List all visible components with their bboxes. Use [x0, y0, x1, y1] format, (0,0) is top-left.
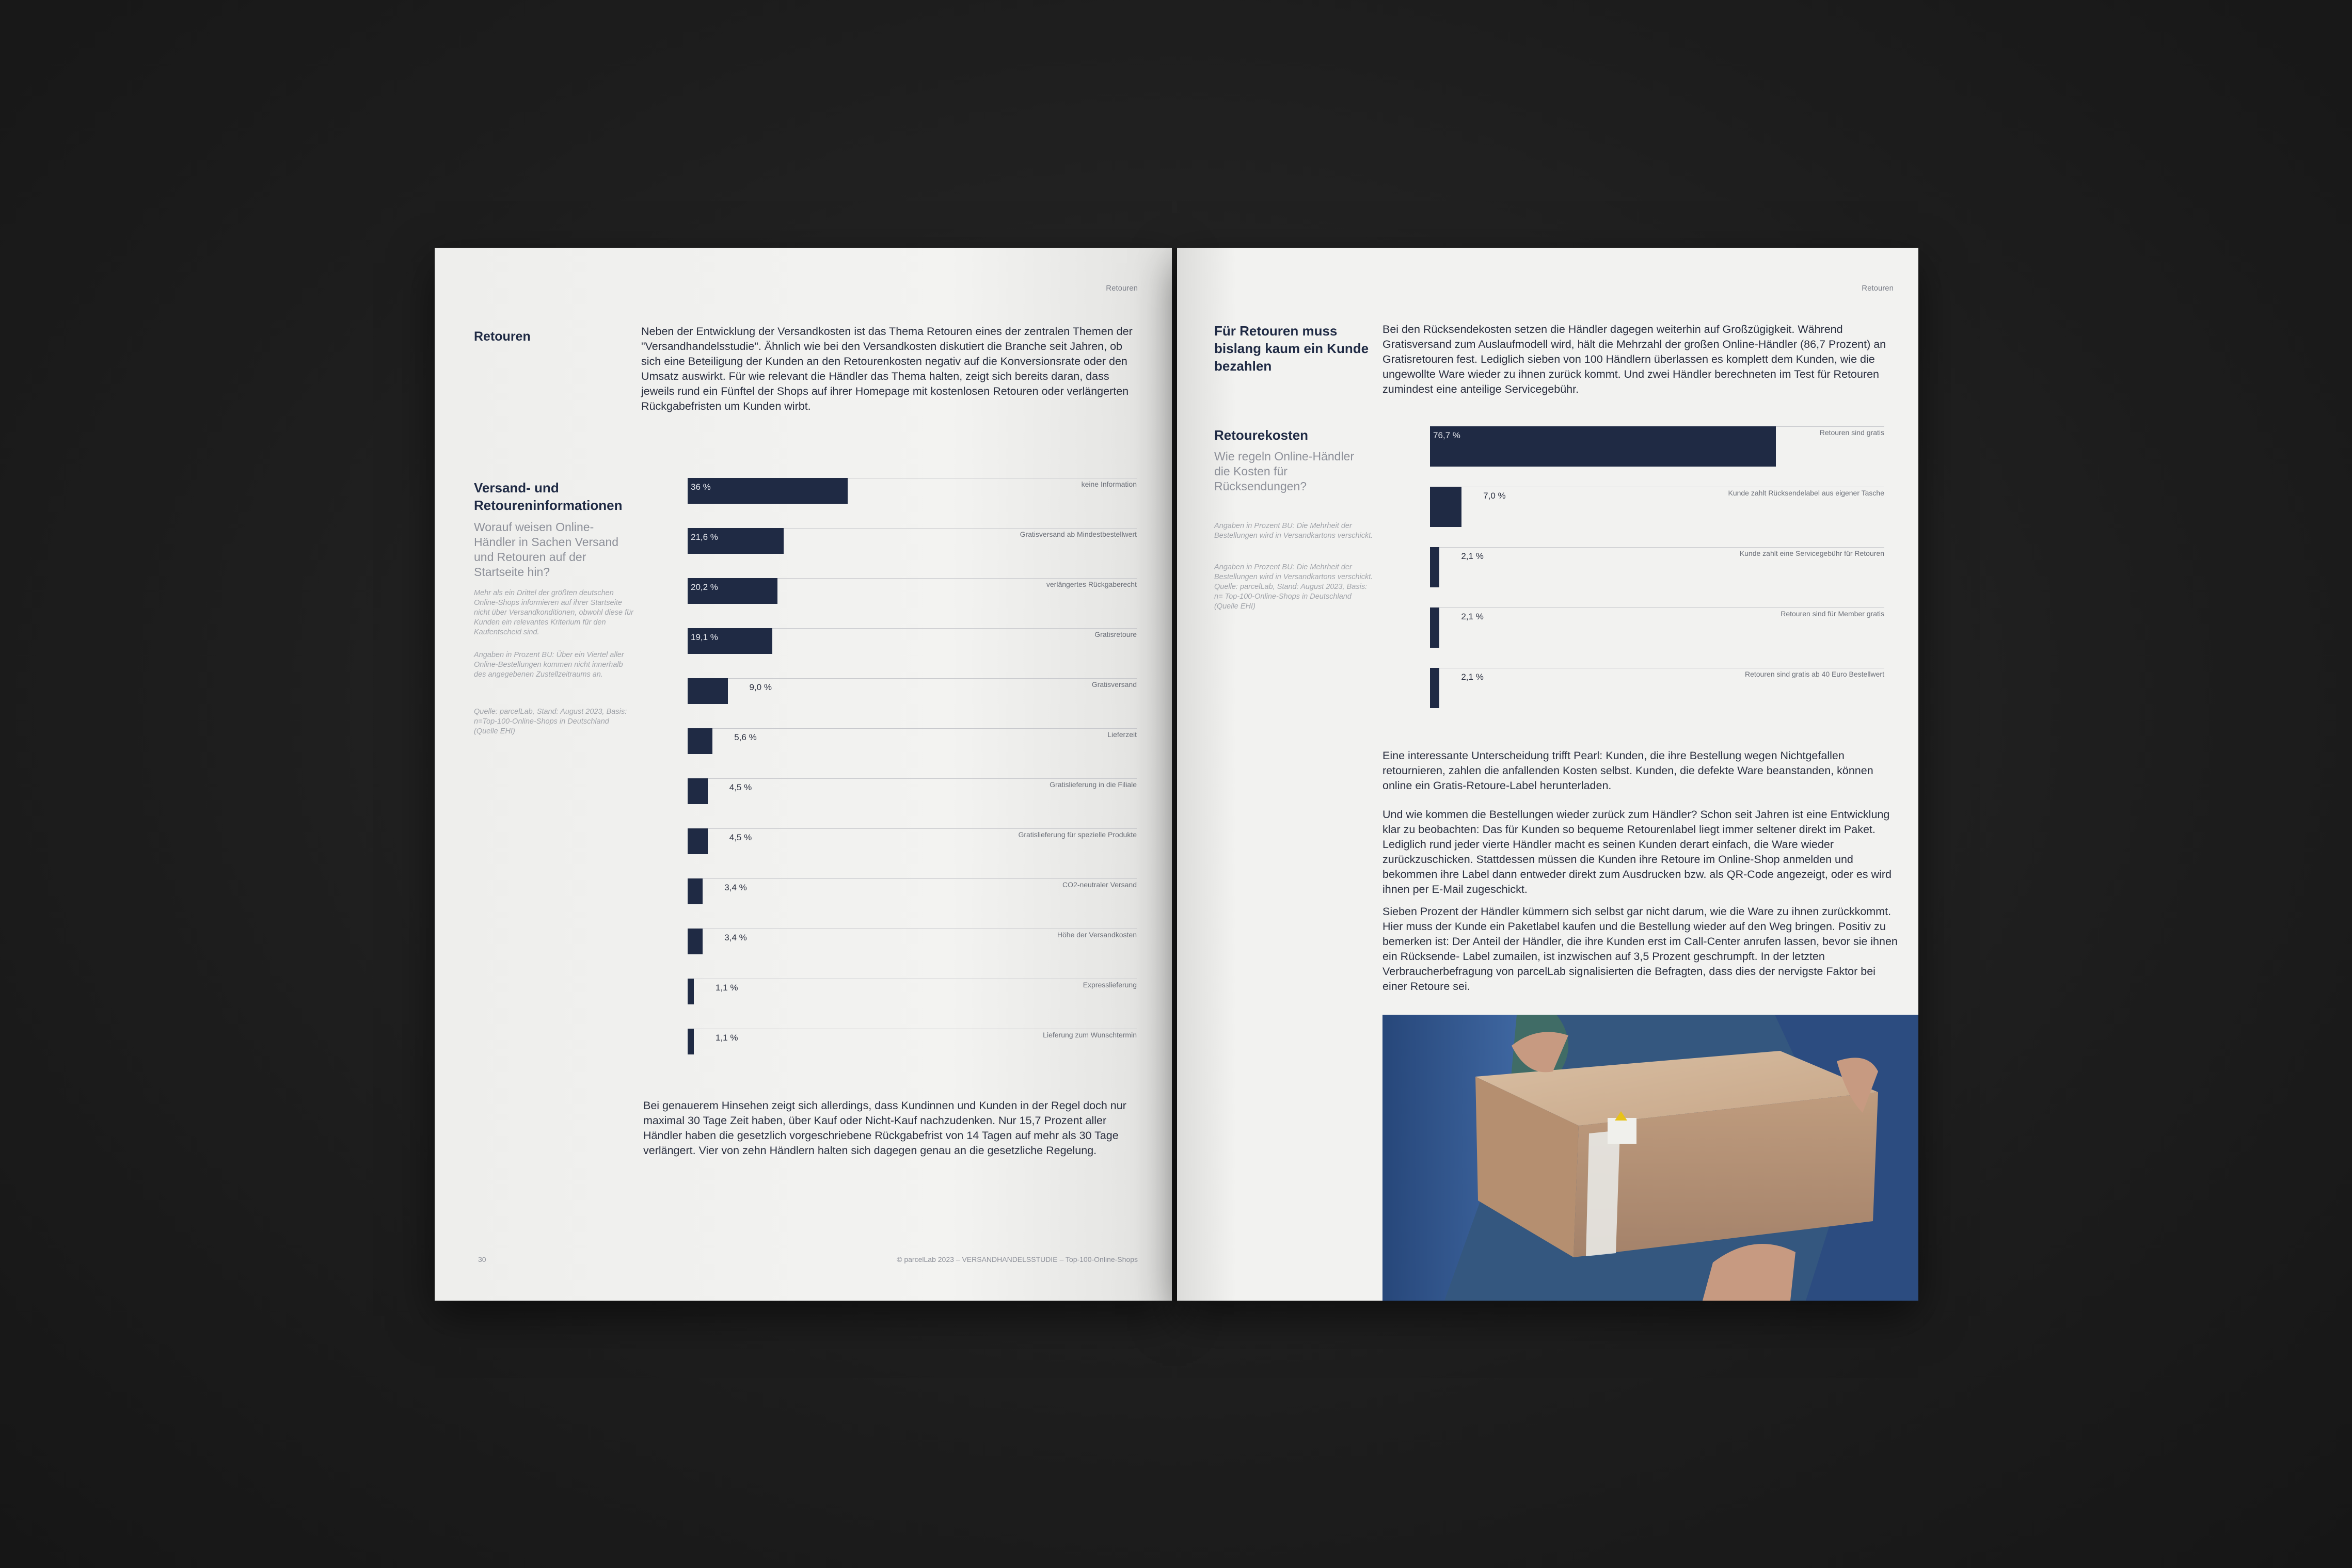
- bar-value-label: 5,6 %: [734, 732, 757, 742]
- right-page: [1177, 248, 1918, 1301]
- right-header-tag: Retouren: [1862, 284, 1894, 293]
- bar-value-label: 2,1 %: [1461, 551, 1484, 561]
- bar-value-label: 19,1 %: [691, 632, 718, 642]
- bar: [1430, 487, 1461, 527]
- bar-category-label: Gratisretoure: [1094, 630, 1137, 638]
- chart1-question: Worauf weisen Online-Händler in Sachen Versand und Retouren auf der Startseite hin?: [474, 520, 619, 579]
- chart2-note-1: Angaben in Prozent BU: Die Mehrheit der Bestellungen wird in Versandkartons verschickt.: [1214, 522, 1373, 540]
- bar-category-label: Gratisversand: [1091, 680, 1137, 689]
- bar: [688, 828, 708, 854]
- right-paragraph-2: Und wie kommen die Bestellungen wieder zurück zum Händler? Schon seit Jahren ist eine Entwicklung klar zu beobachten: Das für Kunden so bequeme Retourenlabel liegt immer seltener direkt im Paket. Lediglich rund jeder vierte Händler macht es seinen Kunden derart einfach, die Ware wieder zurückzuschicken. Stattdessen müssen die Kunden ihre Retoure im Online-Shop anmelden und bekommen ihre Label dann entweder direkt zum Ausdrucken bzw. als QR-Code angezeigt, oder es wird ihnen per E-Mail zugeschickt.: [1382, 808, 1892, 895]
- bar-value-label: 4,5 %: [729, 782, 752, 792]
- bar-value-label: 9,0 %: [749, 682, 772, 692]
- bar-value-label: 21,6 %: [691, 532, 718, 542]
- photo-parcel-handover: [1382, 1015, 1918, 1301]
- bar-value-label: 4,5 %: [729, 833, 752, 842]
- left-closing-text: Bei genauerem Hinsehen zeigt sich allerdings, dass Kundinnen und Kunden in der Regel doch nur maximal 30 Tage Zeit haben, über Kauf oder Nicht-Kauf nachzudenken. Nur 15,7 Prozent aller Händler haben die gesetzlich vorgeschriebene Rückgabefrist von 14 Tagen auf mehr als 30 Tage verlängert. Vier von zehn Händlern halten sich dagegen genau an die gesetzliche Regelung.: [643, 1099, 1126, 1157]
- parcel-handover-illustration: [1382, 1015, 1918, 1301]
- bar-category-label: Gratislieferung für spezielle Produkte: [1018, 830, 1137, 839]
- bar-category-label: Gratisversand ab Mindestbestellwert: [1020, 530, 1137, 538]
- bar-value-label: 2,1 %: [1461, 612, 1484, 621]
- left-intro: Neben der Entwicklung der Versandkosten ist das Thema Retouren eines der zentralen Themen der "Versandhandelsstudie". Ähnlich wie bei den Versandkosten diskutiert die Branche seit Jahren, ob sich eine Beteiligung der Kunden an den Retourenkosten negativ auf die Konversionsrate oder den Umsatz auswirkt. Für wie relevant die Händler das Thema halten, zeigt sich bereits daran, dass jeweils rund ein Fünftel der Shops auf ihrer Homepage mit kostenlosen Retouren oder verlängerten Rückgabefristen um Kunden wirbt.: [641, 325, 1133, 412]
- bar: [688, 678, 728, 704]
- right-paragraph-1: Eine interessante Unterscheidung trifft Pearl: Kunden, die ihre Bestellung wegen Nichtgefallen retournieren, zahlen die anfallenden Kosten selbst. Kunden, die defekte Ware beanstanden, können online ein Gratis-Retoure-Label herunterladen.: [1382, 749, 1873, 792]
- bar-category-label: Retouren sind für Member gratis: [1781, 610, 1884, 618]
- chart2-note-2: Angaben in Prozent BU: Die Mehrheit der Bestellungen wird in Versandkartons verschickt. Quelle: parcelLab, Stand: August 2023, Basis: n= Top-100-Online-Shops in Deutschland (Quelle EHI): [1214, 563, 1373, 611]
- bar-category-label: Höhe der Versandkosten: [1057, 931, 1137, 939]
- bar: [688, 1029, 694, 1054]
- bar-gridline: [688, 728, 1137, 729]
- chart1-note-1: Mehr als ein Drittel der größten deutschen Online-Shops informieren auf ihrer Startseite nicht über Versandkonditionen, obwohl diese für Kunden ein relevantes Kriterium für den Kaufentscheid sind.: [474, 589, 633, 636]
- bar-category-label: CO2-neutraler Versand: [1062, 881, 1137, 889]
- bar: [688, 929, 703, 954]
- bar-category-label: Retouren sind gratis: [1819, 428, 1884, 437]
- bar: [688, 728, 712, 754]
- left-page: [435, 248, 1172, 1301]
- bar: [1430, 668, 1439, 708]
- bar-category-label: Expresslieferung: [1083, 981, 1137, 989]
- bar-gridline: [688, 878, 1137, 879]
- bar-value-label: 76,7 %: [1433, 430, 1460, 440]
- bar-value-label: 20,2 %: [691, 582, 718, 592]
- chart1-heading: Versand- und Retoureninformationen: [474, 480, 623, 513]
- bar-category-label: verlängertes Rückgaberecht: [1046, 580, 1137, 588]
- chart-retourekosten: [1430, 426, 1884, 715]
- left-header-tag: Retouren: [1106, 284, 1138, 293]
- bar-value-label: 3,4 %: [724, 933, 747, 942]
- chart-versand-retoureninformationen: [688, 478, 1137, 1056]
- bar-value-label: 3,4 %: [724, 883, 747, 892]
- bar-value-label: 1,1 %: [716, 1033, 738, 1043]
- page-footer: © parcelLab 2023 – VERSANDHANDELSSTUDIE – Top-100-Online-Shops: [897, 1255, 1138, 1263]
- bar-value-label: 1,1 %: [716, 983, 738, 993]
- bar-value-label: 7,0 %: [1483, 491, 1506, 501]
- right-intro: Bei den Rücksendekosten setzen die Händler dagegen weiterhin auf Großzügigkeit. Während Gratisversand zum Auslaufmodell wird, hält die Mehrzahl der großen Online-Händler (86,7 Prozent) an Gratisretouren fest. Lediglich sieben von 100 Händlern überlassen es komplett dem Kunden, wie die ungewollte Ware wieder zu ihnen zurück kommt. Und zwei Händler berechneten im Test für Retouren zumindest eine anteilige Servicegebühr.: [1382, 323, 1886, 395]
- bar-gridline: [1430, 607, 1884, 608]
- bar-value-label: 2,1 %: [1461, 672, 1484, 682]
- bar-gridline: [688, 778, 1137, 779]
- bar: [1430, 426, 1776, 467]
- right-heading: Für Retouren muss bislang kaum ein Kunde bezahlen: [1214, 323, 1369, 374]
- bar-category-label: Kunde zahlt eine Servicegebühr für Retouren: [1739, 549, 1884, 557]
- chart1-note-3: Quelle: parcelLab, Stand: August 2023, Basis: n=Top-100-Online-Shops in Deutschland (Quelle EHI): [474, 708, 627, 735]
- bar-gridline: [688, 678, 1137, 679]
- page-number: 30: [478, 1255, 486, 1263]
- bar: [688, 979, 694, 1004]
- bar-value-label: 36 %: [691, 482, 711, 492]
- bar: [688, 478, 848, 504]
- bar-category-label: Lieferzeit: [1107, 730, 1137, 739]
- bar: [1430, 547, 1439, 587]
- bar: [688, 778, 708, 804]
- chart2-question: Wie regeln Online-Händler die Kosten für Rücksendungen?: [1214, 450, 1355, 493]
- bar-category-label: Kunde zahlt Rücksendelabel aus eigener Tasche: [1728, 489, 1884, 497]
- section-title: Retouren: [474, 329, 531, 344]
- bar: [1430, 607, 1439, 648]
- bar-category-label: keine Information: [1081, 480, 1137, 488]
- right-paragraph-3: Sieben Prozent der Händler kümmern sich selbst gar nicht darum, wie die Ware zu ihnen zurückkommt. Hier muss der Kunde ein Paketlabel kaufen und die Bestellung wieder auf den Weg bringen. Positiv zu bemerken ist: Der Anteil der Händler, die ihre Kunden erst im Call-Center anrufen lassen, bevor sie ihnen ein Rücksende- Label zumailen, ist inzwischen auf 3,5 Prozent geschrumpft. In der letzten Verbraucherbefragung von parcelLab signalisierten die Befragten, dass dies der nervigste Faktor bei einer Retoure sei.: [1382, 905, 1898, 993]
- bar-category-label: Gratislieferung in die Filiale: [1050, 780, 1137, 789]
- chart2-heading: Retourekosten: [1214, 427, 1309, 443]
- bar: [688, 878, 703, 904]
- chart1-note-2: Angaben in Prozent BU: Über ein Viertel aller Online-Bestellungen kommen nicht innerhalb des angegebenen Zustellzeitraums an.: [474, 651, 624, 679]
- bar-gridline: [1430, 547, 1884, 548]
- bar-category-label: Retouren sind gratis ab 40 Euro Bestellwert: [1744, 670, 1884, 678]
- bar-gridline: [688, 828, 1137, 829]
- bar-category-label: Lieferung zum Wunschtermin: [1043, 1031, 1137, 1039]
